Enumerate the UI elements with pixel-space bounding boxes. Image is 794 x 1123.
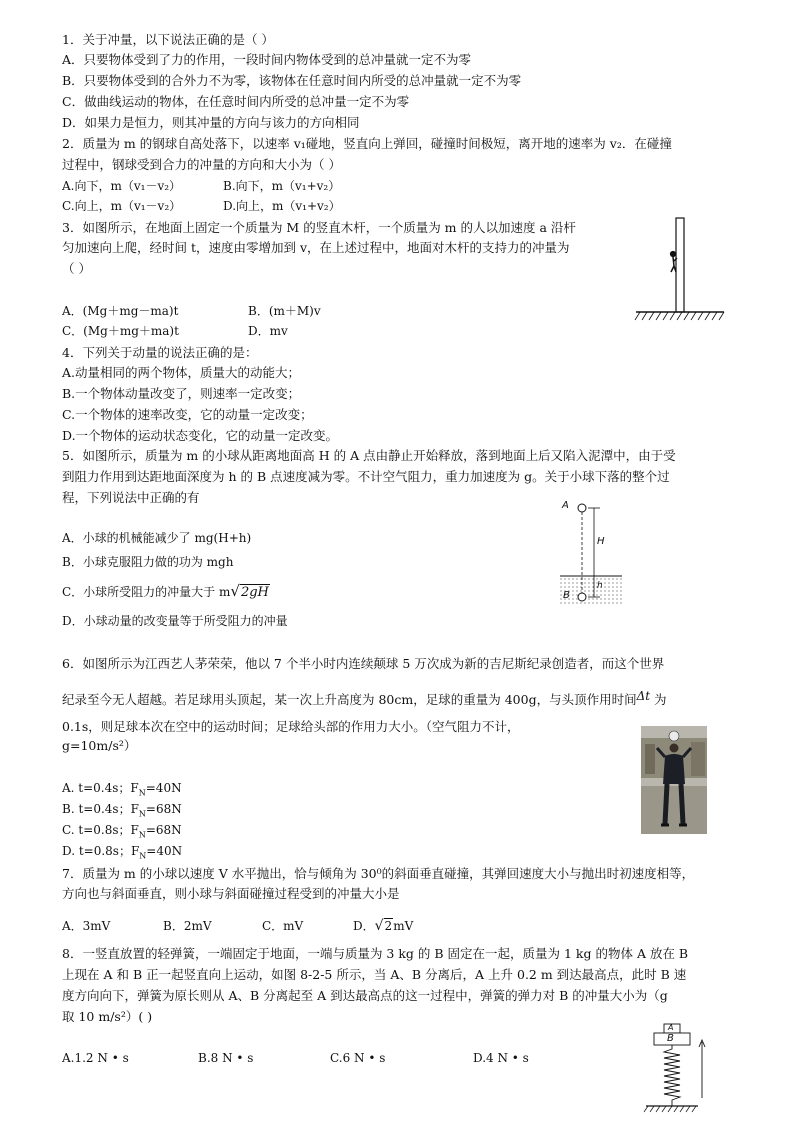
q2-option-d: D.向上，m（v₁+v₂） [223, 199, 341, 213]
q6-photo [641, 726, 707, 834]
q6-stem-line-3: 0.1s，则足球本次在空中的运动时间；足球给头部的作用力大小。（空气阻力不计， [62, 719, 520, 734]
q5-stem-line-2: 到阻力作用到达距地面深度为 h 的 B 点速度减为零。不计空气阻力，重力加速度为 g。关于小球下落的整个过 [62, 469, 670, 484]
q8-spring-figure [636, 1020, 716, 1116]
q2-stem-line-1: 2．质量为 m 的钢球自高处落下，以速率 v₁碰地，竖直向上弹回，碰撞时间极短，离开地的速率为 v₂．在碰撞 [62, 136, 672, 151]
block-a-label: A [668, 1023, 674, 1032]
q6-stem-line-1: 6．如图所示为江西艺人茅荣荣，他以 7 个半小时内连续颠球 5 万次成为新的吉尼斯纪录创造者，而这个世界 [62, 656, 665, 671]
q6-a-text: A. t=0.4s；F [62, 781, 139, 795]
q5-option-c-radicand: 2gH [240, 585, 269, 600]
q6-stem-line-4: g=10m/s²） [62, 738, 137, 753]
q6-stem-line-2 [62, 688, 667, 708]
q7-option-b: B．2mV [163, 919, 212, 933]
q1-option-d: D．如果力是恒力，则其冲量的方向与该力的方向相同 [62, 115, 360, 130]
q4-option-c: C.一个物体的速率改变，它的动量一定改变； [62, 407, 313, 422]
q8-stem-line-2: 上现在 A 和 B 正一起竖直向上运动，如图 8-2-5 所示，当 A、B 分离后，A 上升 0.2 m 到达最高点，此时 B 速 [62, 967, 687, 982]
q5-option-c [62, 583, 270, 601]
q2-stem-line-2: 过程中，钢球受到合力的冲量的方向和大小为（ ） [62, 157, 341, 172]
q6-photo-drawing [641, 726, 707, 834]
sqrt-sign: √ [230, 582, 240, 600]
q7-d-radicand: 2 [384, 919, 393, 933]
q6-c-text: C. t=0.8s；F [62, 823, 139, 837]
q4-stem: 4．下列关于动量的说法正确的是： [62, 345, 258, 360]
q6-a-sub: N [138, 788, 146, 798]
q6-d-sub: N [139, 851, 147, 861]
q6-option-c [62, 822, 182, 843]
q3-pole-figure [632, 214, 728, 322]
q1-option-b: B．只要物体受到的合外力不为零，该物体在任意时间内所受的总冲量就一定不为零 [62, 73, 522, 88]
height-h-label: H [597, 536, 605, 547]
q7-option-c: C．mV [262, 919, 304, 933]
q8-stem-line-3: 度方向向下，弹簧为原长则从 A、B 分离起至 A 到达最高点的这一过程中，弹簧的弹力对 B 的冲量大小为（g [62, 988, 668, 1003]
q3-option-b: B．(m＋M)v [248, 304, 321, 318]
q6-c-val: =68N [145, 823, 182, 837]
q3-stem-line-2: 匀加速向上爬，经时间 t，速度由零增加到 v，在上述过程中，地面对木杆的支持力的冲量为 [62, 240, 570, 255]
point-b-label: B [563, 590, 570, 601]
q5-option-c-prefix: C．小球所受阻力的冲量大于 m [62, 585, 231, 599]
q2-option-a: A.向下，m（v₁－v₂） [62, 179, 182, 193]
q5-stem-line-1: 5．如图所示，质量为 m 的小球从距离地面高 H 的 A 点由静止开始释放，落到地面上后又陷入泥潭中，由于受 [62, 448, 676, 463]
q3-stem-line-1: 3．如图所示，在地面上固定一个质量为 M 的竖直木杆，一个质量为 m 的人以加速度 a 沿杆 [62, 220, 576, 235]
q8-option-c: C.6 N • s [330, 1051, 386, 1065]
q2-option-b: B.向下，m（v₁+v₂） [223, 179, 341, 193]
q6-b-text: B. t=0.4s；F [62, 802, 139, 816]
q6-option-b [62, 801, 182, 822]
q4-option-a: A.动量相同的两个物体，质量大的动能大； [62, 365, 301, 380]
q8-option-d: D.4 N • s [473, 1051, 529, 1065]
q6-option-a [62, 780, 182, 801]
q1-option-c: C．做曲线运动的物体，在任意时间内所受的总冲量一定不为零 [62, 94, 410, 109]
q1-option-a: A．只要物体受到了力的作用，一段时间内物体受到的总冲量就一定不为零 [62, 52, 472, 67]
q8-option-a: A.1.2 N • s [62, 1051, 129, 1065]
q8-spring-drawing [636, 1020, 716, 1116]
q6-stem-line-2-text: 纪录至今无人超越。若足球用头顶起，某一次上升高度为 80cm，足球的重量为 400g，与头顶作用时间 [62, 692, 637, 707]
q4-option-d: D.一个物体的运动状态变化，它的动量一定改变。 [62, 428, 339, 443]
q5-stem-line-3: 程，下列说法中正确的有 [62, 490, 200, 505]
q3-option-c: C．(Mg＋mg＋ma)t [62, 324, 179, 338]
q2-option-c: C.向上，m（v₁－v₂） [62, 199, 182, 213]
q3-option-d: D．mv [248, 324, 288, 338]
sqrt-sign: √ [374, 918, 384, 934]
q5-option-a: A．小球的机械能减少了 mg(H+h) [62, 531, 252, 545]
q5-figure [556, 498, 626, 610]
q5-option-b: B．小球克服阻力做的功为 mgh [62, 555, 234, 569]
q3-option-a: A．(Mg＋mg－ma)t [62, 304, 179, 318]
q6-a-val: =40N [145, 781, 182, 795]
point-a-label: A [562, 500, 569, 511]
q6-b-sub: N [138, 809, 146, 819]
q7-option-d [353, 918, 413, 934]
q6-d-text: D. t=0.8s；F [62, 844, 140, 858]
q8-stem-line-1: 8．一竖直放置的轻弹簧，一端固定于地面，一端与质量为 3 kg 的 B 固定在一起，质量为 1 kg 的物体 A 放在 B [62, 946, 689, 961]
q6-option-d [62, 843, 182, 864]
q7-d-suffix: mV [393, 919, 414, 933]
q7-d-prefix: D． [353, 919, 375, 933]
q4-option-b: B.一个物体动量改变了，则速率一定改变； [62, 386, 301, 401]
q6-stem-line-2-end: 为 [650, 692, 667, 707]
q3-stem-line-3: （ ） [62, 261, 91, 276]
delta-t: Δt [636, 689, 651, 703]
q8-stem-line-4: 取 10 m/s²）( ) [62, 1009, 153, 1024]
q6-b-val: =68N [145, 802, 182, 816]
q7-stem-line-1: 7．质量为 m 的小球以速度 V 水平抛出，恰与倾角为 30⁰的斜面垂直碰撞，其弹回速度大小与抛出时初速度相等， [62, 866, 695, 881]
q5-option-d: D．小球动量的改变量等于所受阻力的冲量 [62, 614, 288, 628]
q7-stem-line-2: 方向也与斜面垂直，则小球与斜面碰撞过程受到的冲量大小是 [62, 886, 400, 901]
q1-stem: 1．关于冲量，以下说法正确的是（ ） [62, 32, 274, 47]
block-b-label: B [667, 1033, 674, 1044]
q6-d-val: =40N [146, 844, 183, 858]
q7-option-a: A．3mV [62, 919, 111, 933]
q8-option-b: B.8 N • s [198, 1051, 254, 1065]
depth-h-label: h [597, 581, 603, 591]
q6-c-sub: N [138, 830, 146, 840]
